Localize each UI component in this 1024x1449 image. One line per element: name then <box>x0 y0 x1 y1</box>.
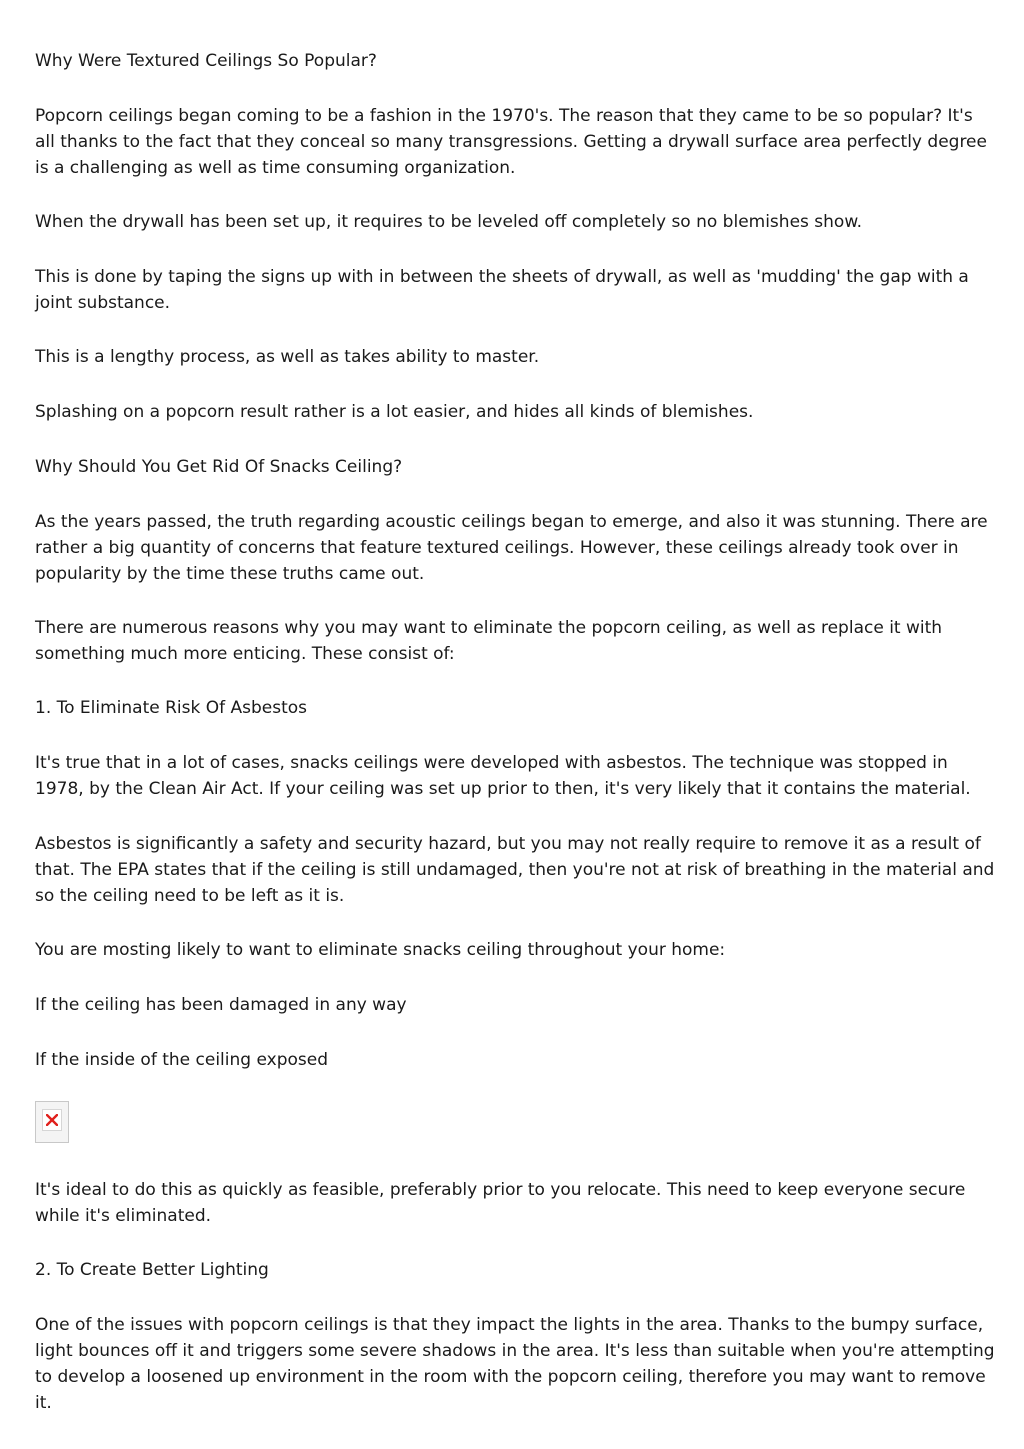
paragraph: It's true that in a lot of cases, snacks ceilings were developed with asbestos. The technique was stopped in 1978, by the Clean Air Act. If your ceiling was set up prior to then, it's very likely that it contains the material. <box>35 753 971 799</box>
paragraph: Splashing on a popcorn result rather is a lot easier, and hides all kinds of blemishes. <box>35 402 754 422</box>
paragraph: You are mosting likely to want to eliminate snacks ceiling throughout your home: <box>35 940 726 960</box>
paragraph: There are numerous reasons why you may want to eliminate the popcorn ceiling, as well as replace it with something much more enticing. These consist of: <box>35 618 943 664</box>
broken-image-frame <box>42 1109 62 1131</box>
heading-better-lighting: 2. To Create Better Lighting <box>35 1260 269 1280</box>
paragraph: One of the issues with popcorn ceilings is that they impact the lights in the area. Thanks to the bumpy surface, light bounces off it and triggers some severe shadows in the area. It's less than suitable when you're attempting to develop a loosened up environment in the room with the popcorn ceiling, therefore you may want to remove it. <box>35 1315 995 1413</box>
broken-image-icon <box>35 1101 69 1143</box>
heading-textured-ceilings: Why Were Textured Ceilings So Popular? <box>35 51 377 71</box>
heading-get-rid-of-ceiling: Why Should You Get Rid Of Snacks Ceiling? <box>35 457 403 477</box>
paragraph: Popcorn ceilings began coming to be a fashion in the 1970's. The reason that they came to be so popular? It's all thanks to the fact that they conceal so many transgressions. Getting a drywall surface area perfectly degree is a challenging as well as time consuming organization. <box>35 106 987 178</box>
paragraph: Asbestos is significantly a safety and security hazard, but you may not really require to remove it as a result of that. The EPA states that if the ceiling is still undamaged, then you're not at risk of breathing in the material and so the ceiling need to be left as it is. <box>35 834 995 906</box>
paragraph: As the years passed, the truth regarding acoustic ceilings began to emerge, and also it was stunning. There are rather a big quantity of concerns that feature textured ceilings. However, these ceilings already took over in popularity by the time these truths came out. <box>35 512 988 584</box>
close-icon <box>46 1114 58 1126</box>
heading-asbestos: 1. To Eliminate Risk Of Asbestos <box>35 698 308 718</box>
list-item: If the ceiling has been damaged in any way <box>35 995 407 1015</box>
paragraph: This is done by taping the signs up with in between the sheets of drywall, as well as 'mudding' the gap with a joint substance. <box>35 267 969 313</box>
paragraph: When the drywall has been set up, it requires to be leveled off completely so no blemishes show. <box>35 212 863 232</box>
paragraph: It's ideal to do this as quickly as feasible, preferably prior to you relocate. This need to keep everyone secure while it's eliminated. <box>35 1180 966 1226</box>
list-item: If the inside of the ceiling exposed <box>35 1050 328 1070</box>
paragraph: This is a lengthy process, as well as takes ability to master. <box>35 347 540 367</box>
